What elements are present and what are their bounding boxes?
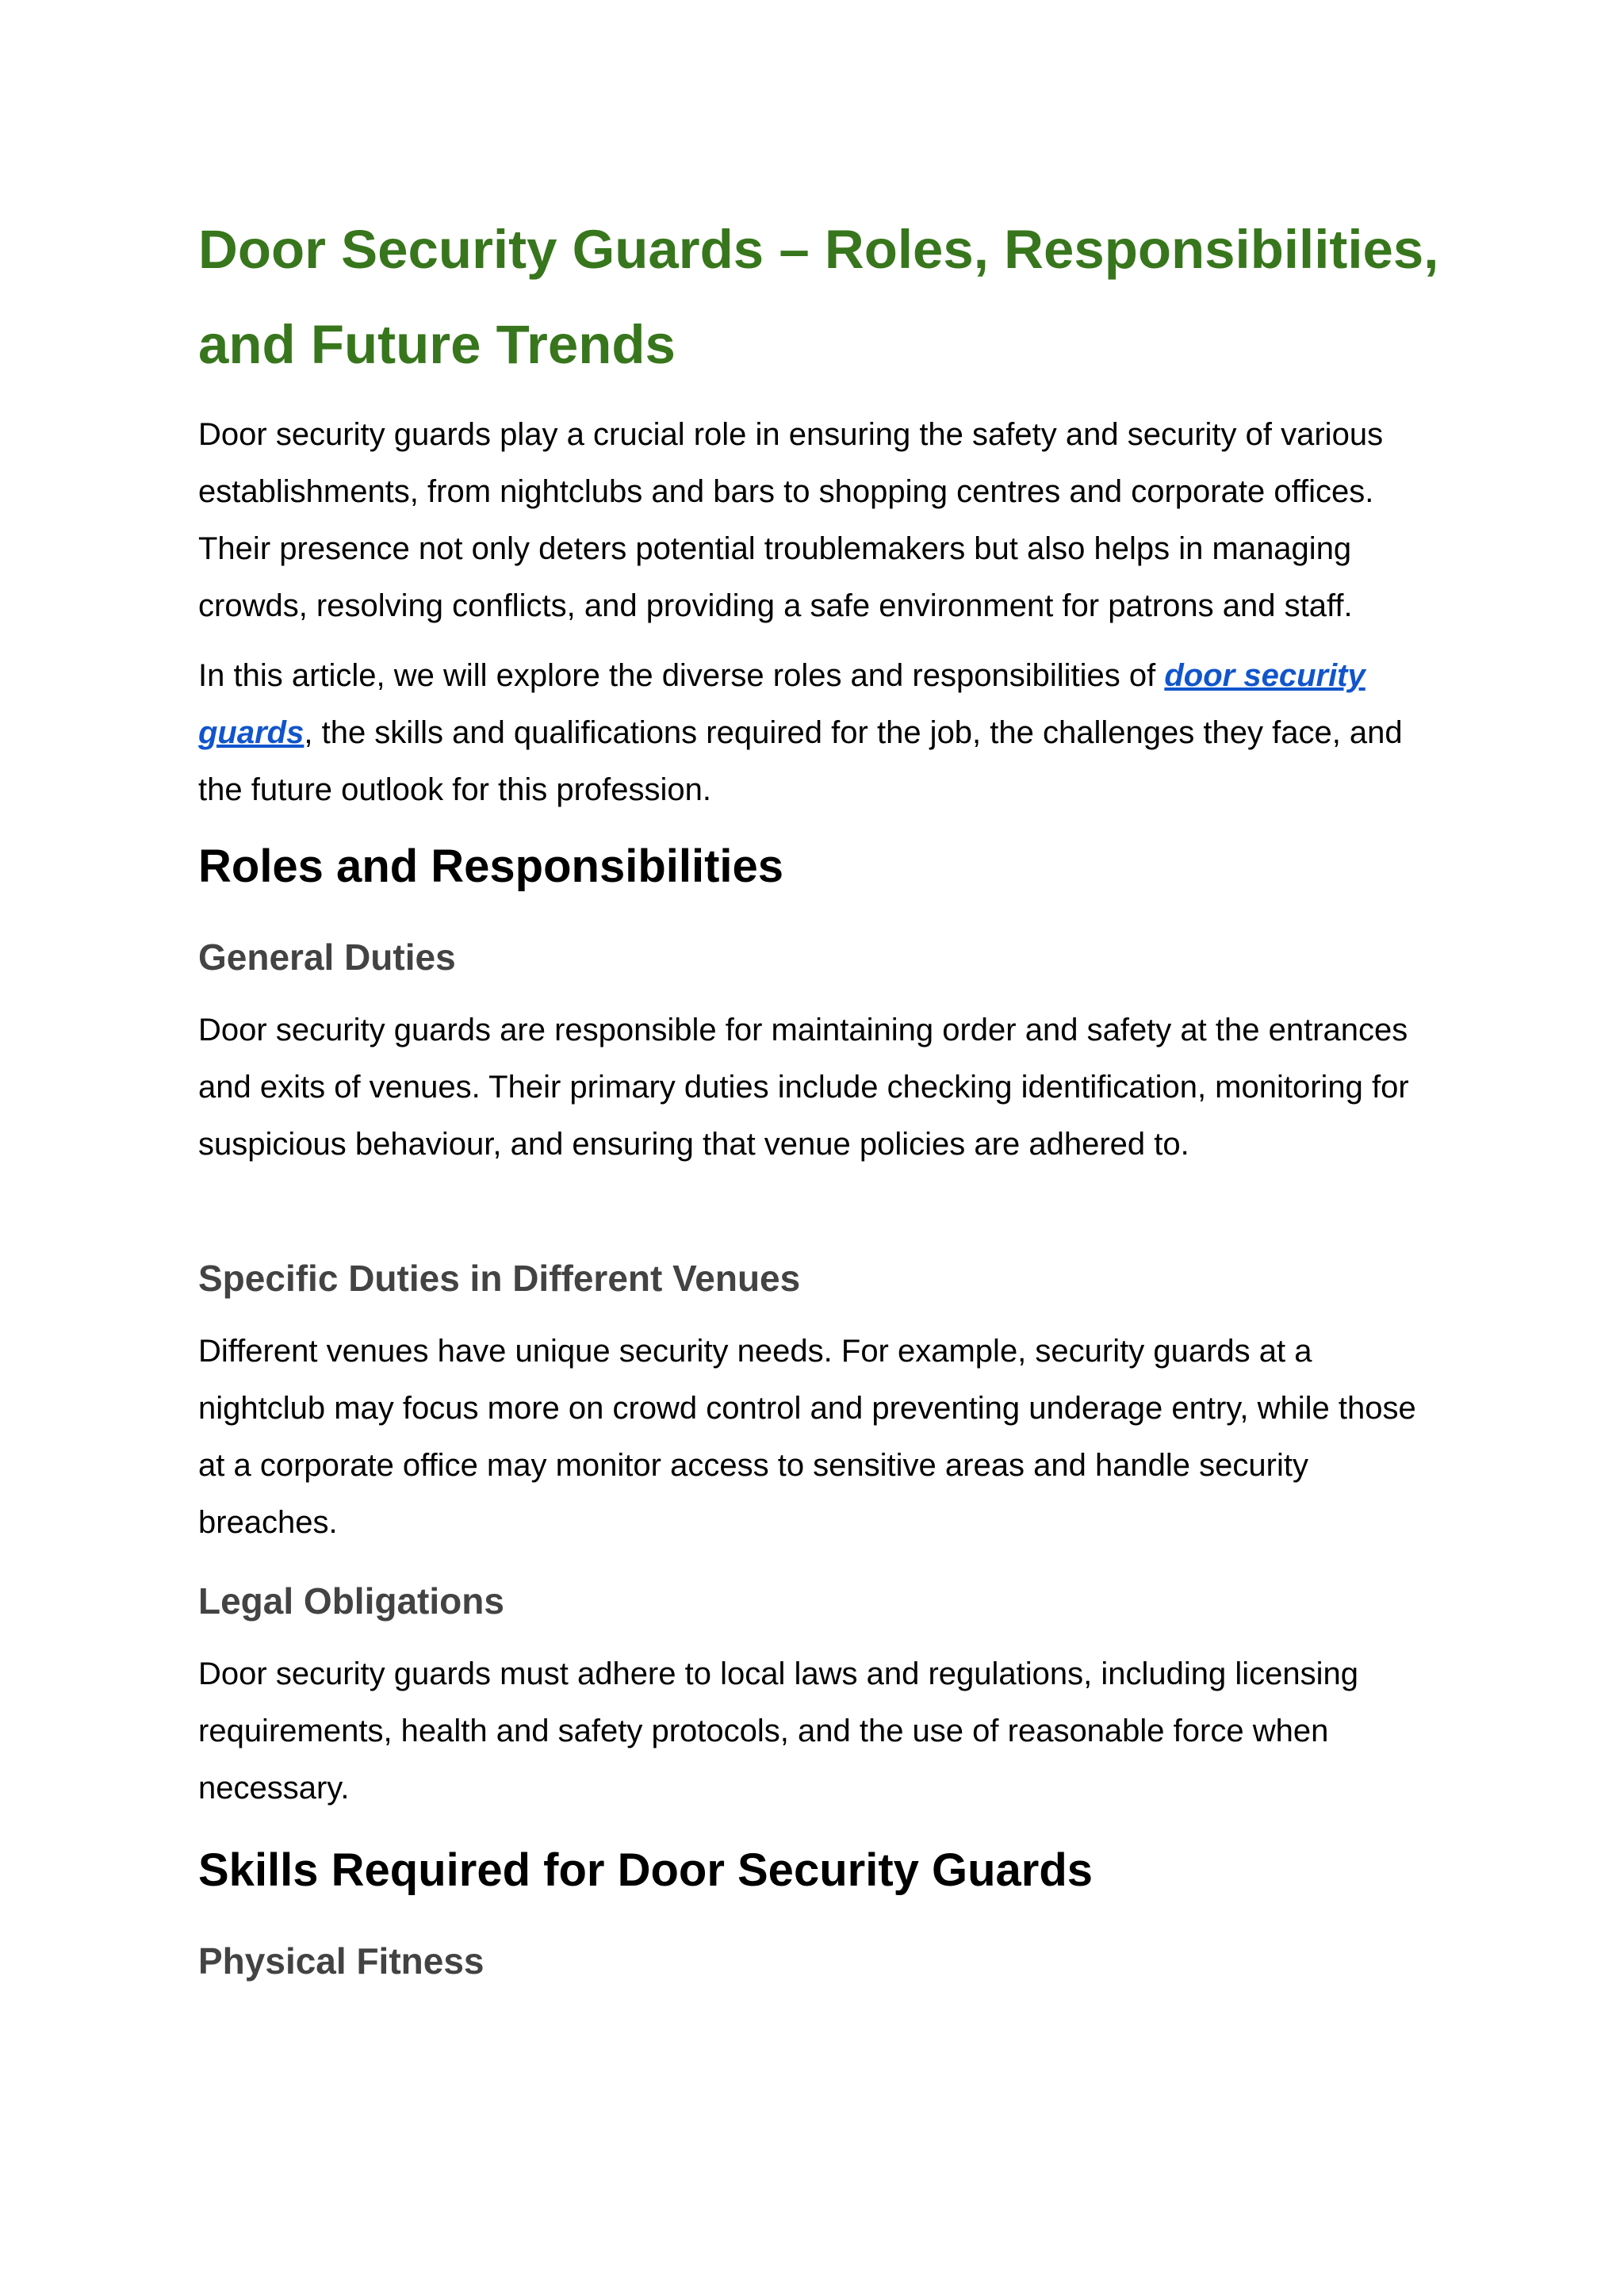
intro-text-after-link: , the skills and qualifications required for the job, the challenges they face, and the future outlook for this profession. [198,715,1403,807]
specific-duties-heading: Specific Duties in Different Venues [198,1258,801,1299]
intro-paragraph-2 [198,647,1443,818]
general-duties-paragraph: Door security guards are responsible for maintaining order and safety at the entrances and exits of venues. Their primary duties include checking identification, monitoring for suspicious behaviour, and ensuring that venue policies are adhered to. [198,1013,1409,1162]
roles-section-heading: Roles and Responsibilities [198,841,784,892]
legal-obligations-paragraph: Door security guards must adhere to local laws and regulations, including licensing requirements, health and safety protocols, and the use of reasonable force when necessary. [198,1656,1359,1806]
article-title: Door Security Guards – Roles, Responsibilities, and Future Trends [198,219,1439,375]
intro-paragraph: Door security guards play a crucial role in ensuring the safety and security of various establishments, from nightclubs and bars to shopping centres and corporate offices. Their presence not only deters potential troublemakers but also helps in managing crowds, resolving conflicts, and providing a safe environment for patrons and staff. [198,417,1384,623]
general-duties-heading: General Duties [198,936,456,978]
physical-fitness-heading: Physical Fitness [198,1940,485,1982]
skills-section-heading: Skills Required for Door Security Guards [198,1844,1094,1896]
door-security-guards-link[interactable]: door security guards [198,658,1365,750]
intro-text-before-link: In this article, we will explore the diverse roles and responsibilities of [198,658,1165,693]
specific-duties-paragraph: Different venues have unique security needs. For example, security guards at a nightclub may focus more on crowd control and preventing underage entry, while those at a corporate office may monitor access to sensitive areas and handle security breaches. [198,1334,1416,1540]
legal-obligations-heading: Legal Obligations [198,1580,504,1622]
